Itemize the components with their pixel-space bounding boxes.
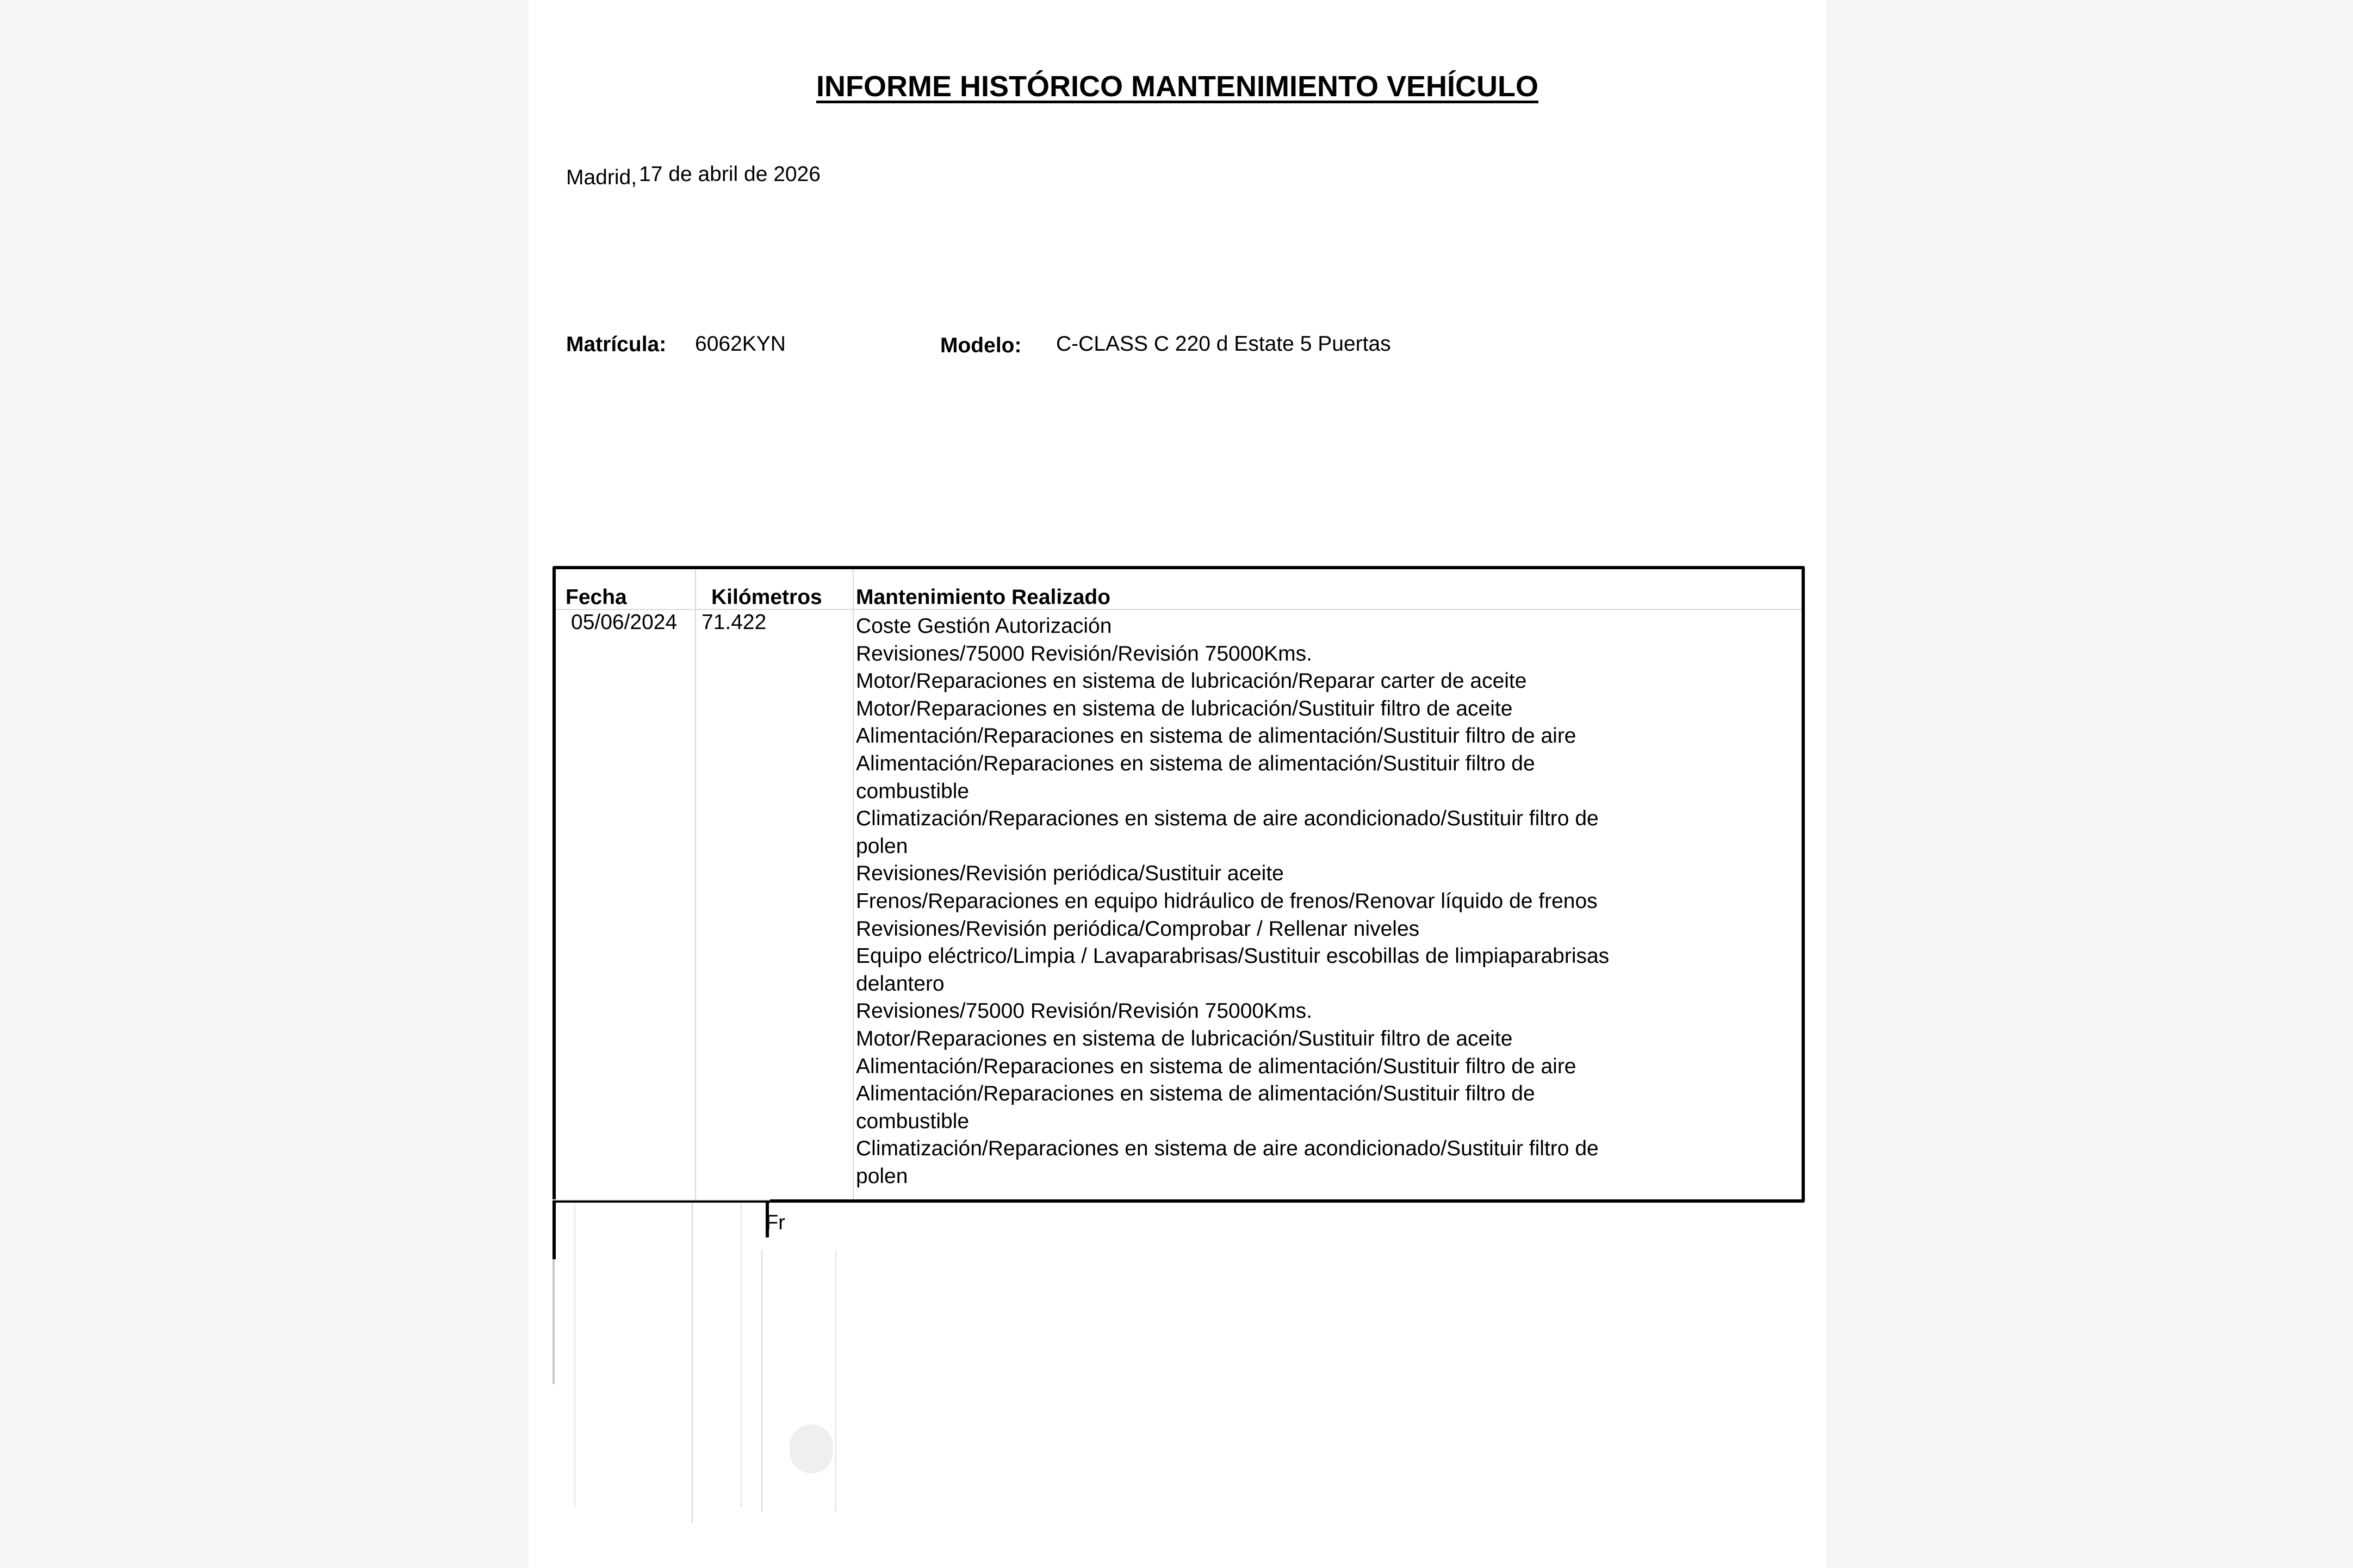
fragment-text: Fr: [766, 1211, 785, 1234]
row-km: 71.422: [701, 611, 767, 634]
maintenance-item: Alimentación/Reparaciones en sistema de alimentación/Sustituir filtro de: [856, 1082, 1535, 1106]
maintenance-item: combustible: [856, 1109, 970, 1133]
maintenance-item: Alimentación/Reparaciones en sistema de alimentación/Sustituir filtro de: [856, 751, 1535, 775]
maintenance-item: Frenos/Reparaciones en equipo hidráulico de frenos/Renovar líquido de frenos: [856, 889, 1598, 913]
scan-artifact: [741, 1203, 742, 1507]
maintenance-items: [856, 613, 1666, 1190]
header-maintenance: Mantenimiento Realizado: [856, 586, 1111, 609]
document-page: [529, 0, 1826, 1568]
scan-artifact: [552, 1199, 770, 1200]
row-date: 05/06/2024: [571, 611, 678, 634]
scan-artifact: [552, 1199, 556, 1259]
header-date: Fecha: [566, 586, 627, 609]
maintenance-item: polen: [856, 1164, 908, 1188]
maintenance-item: Motor/Reparaciones en sistema de lubricación/Sustituir filtro de aceite: [856, 1026, 1513, 1050]
maintenance-item: Alimentación/Reparaciones en sistema de alimentación/Sustituir filtro de aire: [856, 1054, 1576, 1078]
column-divider: [853, 569, 854, 1199]
scan-artifact: [835, 1250, 836, 1511]
maintenance-item: Revisiones/Revisión periódica/Sustituir aceite: [856, 862, 1284, 886]
maintenance-item: Revisiones/75000 Revisión/Revisión 75000Kms.: [856, 642, 1312, 665]
maintenance-item: Revisiones/75000 Revisión/Revisión 75000Kms.: [856, 999, 1312, 1023]
maintenance-item: Climatización/Reparaciones en sistema de aire acondicionado/Sustituir filtro de: [856, 1137, 1599, 1161]
maintenance-item: Motor/Reparaciones en sistema de lubricación/Reparar carter de aceite: [856, 669, 1527, 693]
maintenance-item: delantero: [856, 972, 945, 995]
maintenance-item: Alimentación/Reparaciones en sistema de alimentación/Sustituir filtro de aire: [856, 724, 1576, 748]
scan-artifact: [761, 1250, 762, 1511]
column-divider: [695, 569, 696, 1199]
maintenance-item: polen: [856, 834, 908, 858]
maintenance-item: Motor/Reparaciones en sistema de lubricación/Sustituir filtro de aceite: [856, 696, 1513, 720]
plate-value: 6062KYN: [695, 332, 786, 356]
report-date: 17 de abril de 2026: [639, 163, 821, 186]
place-date-line: [566, 163, 821, 190]
maintenance-item: combustible: [856, 779, 970, 803]
maintenance-item: Climatización/Reparaciones en sistema de aire acondicionado/Sustituir filtro de: [856, 807, 1599, 831]
place: Madrid,: [566, 166, 637, 189]
scan-artifact: [692, 1203, 693, 1523]
header-km: Kilómetros: [711, 586, 822, 609]
maintenance-item: Equipo eléctrico/Limpia / Lavaparabrisas/Sustituir escobillas de limpiaparabrisas: [856, 944, 1610, 968]
model-label: Modelo:: [940, 334, 1022, 357]
maintenance-item: Coste Gestión Autorización: [856, 614, 1112, 638]
plate-label: Matrícula:: [566, 333, 667, 356]
scan-artifact: [552, 1259, 555, 1384]
maintenance-table: [552, 566, 1805, 1203]
model-value: C-CLASS C 220 d Estate 5 Puertas: [1056, 332, 1391, 356]
maintenance-item: Revisiones/Revisión periódica/Comprobar / Rellenar niveles: [856, 917, 1420, 941]
scan-artifact: [574, 1203, 575, 1507]
scan-artifact: [790, 1424, 833, 1473]
report-title: INFORME HISTÓRICO MANTENIMIENTO VEHÍCULO: [816, 70, 1538, 103]
